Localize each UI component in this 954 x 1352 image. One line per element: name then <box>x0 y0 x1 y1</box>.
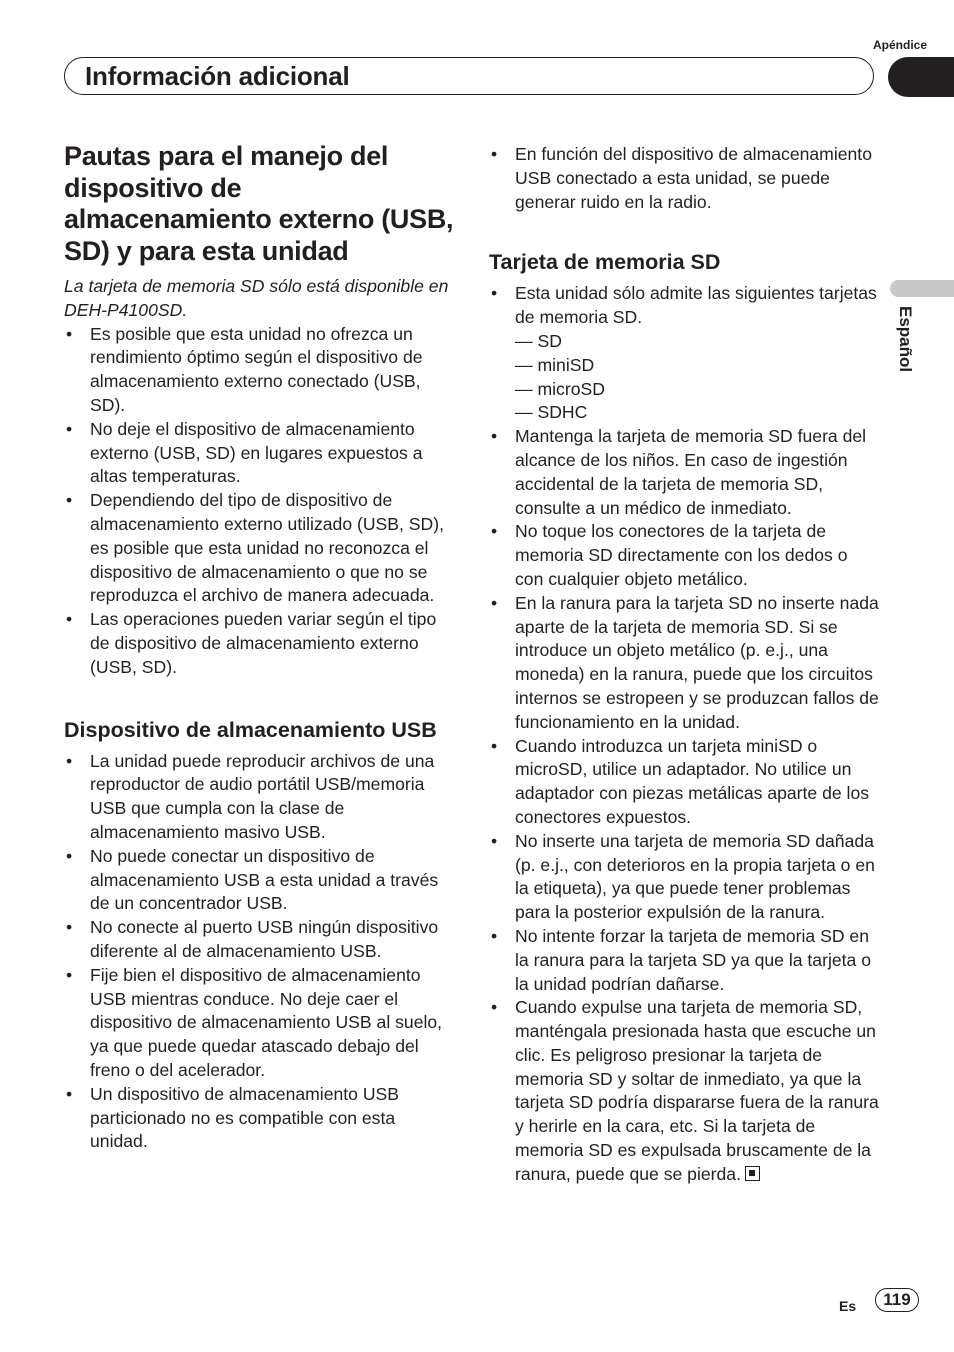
list-item-text: Cuando introduzca un tarjeta miniSD o microSD, utilice un adaptador. No utilice un adaptador con piezas metálicas aparte de los conectores expuestos. <box>515 735 870 827</box>
main-heading: Pautas para el manejo del dispositivo de almacenamiento externo (USB, SD) y para esta unidad <box>64 141 454 266</box>
right-column <box>489 143 879 1187</box>
bullet-dot: • <box>66 750 73 771</box>
sd-type-item: — miniSD <box>515 354 595 375</box>
list-item <box>64 418 454 489</box>
section-tab-marker <box>888 57 954 97</box>
bullet-dot: • <box>491 830 498 851</box>
bullet-dot: • <box>66 490 73 511</box>
language-label: Español <box>896 306 915 373</box>
bullet-dot: • <box>491 144 498 164</box>
end-of-section-icon <box>745 1166 760 1181</box>
sd-type-item: — microSD <box>515 378 605 399</box>
list-item-text: Fije bien el dispositivo de almacenamiento USB mientras conduce. No deje caer el dispositivo de almacenamiento USB al suelo, ya que puede quedar atascado debajo del freno o del acelerador. <box>90 964 443 1080</box>
section-title: Información adicional <box>85 61 350 91</box>
list-item-text: Cuando expulse una tarjeta de memoria SD, manténgala presionada hasta que escuche un clic. Es peligroso presionar la tarjeta de memoria SD y soltar de inmediato, ya que la tarjeta SD podría dispararse fuera de la ranura y herirle en la cara, etc. Si la tarjeta de memoria SD es expulsada bruscamente de la ranura, puede que se pierda. <box>515 997 879 1184</box>
footer-language-code: Es <box>839 1298 857 1314</box>
bullet-dot: • <box>66 418 73 439</box>
list-item <box>489 925 879 996</box>
list-item <box>64 608 454 679</box>
page-number: 119 <box>875 1288 919 1312</box>
list-item-text: No inserte una tarjeta de memoria SD dañada (p. e.j., con deterioros en la propia tarjeta o en la etiqueta), ya que puede tener problemas para la posterior expulsión de la ranura. <box>515 830 875 923</box>
bullet-dot: • <box>491 925 498 946</box>
list-item <box>489 520 879 591</box>
list-item <box>489 425 879 520</box>
list-item-text: Mantenga la tarjeta de memoria SD fuera del alcance de los niños. En caso de ingestión accidental de la tarjeta de memoria SD, consulte a un médico de inmediato. <box>515 426 867 518</box>
list-item <box>64 916 454 964</box>
sd-heading: Tarjeta de memoria SD <box>489 250 721 275</box>
usb-noise-list <box>489 143 879 214</box>
sd-bullet-list <box>489 282 879 1186</box>
list-item-text: Esta unidad sólo admite las siguientes tarjetas de memoria SD. <box>515 283 877 328</box>
bullet-dot: • <box>491 521 498 542</box>
list-item-text: No deje el dispositivo de almacenamiento externo (USB, SD) en lugares expuestos a altas temperaturas. <box>90 418 423 487</box>
list-item-text: No puede conectar un dispositivo de almacenamiento USB a esta unidad a través de un concentrador USB. <box>90 845 439 914</box>
language-tab <box>890 280 954 297</box>
bullet-dot: • <box>66 1083 73 1104</box>
sd-type-item: — SD <box>515 330 562 351</box>
list-item-text: No conecte al puerto USB ningún dispositivo diferente al de almacenamiento USB. <box>90 917 439 961</box>
bullet-dot: • <box>491 592 498 613</box>
list-item <box>64 750 454 845</box>
appendix-label: Apéndice <box>872 38 927 52</box>
bullet-dot: • <box>66 964 73 985</box>
section-header-bar <box>64 57 874 95</box>
list-item-text: No intente forzar la tarjeta de memoria SD en la ranura para la tarjeta SD ya que la tarjeta o la unidad podrían dañarse. <box>515 925 871 994</box>
sd-types-list <box>515 330 879 425</box>
list-item <box>64 964 454 1083</box>
bullet-dot: • <box>491 997 498 1018</box>
list-item <box>489 830 879 925</box>
bullet-dot: • <box>66 917 73 938</box>
bullet-dot: • <box>491 283 498 304</box>
bullet-dot: • <box>66 845 73 866</box>
list-item <box>489 735 879 830</box>
general-bullet-list <box>64 323 454 680</box>
usb-bullet-list <box>64 750 454 1155</box>
bullet-dot: • <box>66 609 73 630</box>
list-item-text: Las operaciones pueden variar según el tipo de dispositivo de almacenamiento externo (USB, SD). <box>90 609 437 677</box>
list-item <box>489 143 879 214</box>
availability-note: La tarjeta de memoria SD sólo está disponible en DEH-P4100SD. <box>64 276 449 320</box>
list-item <box>489 282 879 425</box>
list-item-text: En función del dispositivo de almacenamiento USB conectado a esta unidad, se puede generar ruido en la radio. <box>515 144 872 212</box>
list-item <box>64 1083 454 1154</box>
list-item-text: Es posible que esta unidad no ofrezca un rendimiento óptimo según el dispositivo de almacenamiento externo conectado (USB, SD). <box>90 323 423 415</box>
bullet-dot: • <box>491 426 498 447</box>
list-item <box>489 592 879 735</box>
sd-type-item: — SDHC <box>515 402 588 423</box>
list-item-text: Dependiendo del tipo de dispositivo de almacenamiento externo utilizado (USB, SD), es posible que esta unidad no reconozca el dispositivo de almacenamiento o que no se reproduzca el archivo de manera adecuada. <box>90 490 444 606</box>
list-item-text: En la ranura para la tarjeta SD no inserte nada aparte de la tarjeta de memoria SD. Si se introduce un objeto metálico (p. e.j., una moneda) en la ranura, puede que los circuitos internos se estropeen y se produzcan fallos de funcionamiento en la unidad. <box>515 592 879 732</box>
list-item <box>489 996 879 1186</box>
list-item <box>64 323 454 418</box>
list-item-text: No toque los conectores de la tarjeta de memoria SD directamente con los dedos o con cualquier objeto metálico. <box>515 521 848 589</box>
usb-heading: Dispositivo de almacenamiento USB <box>64 717 437 742</box>
list-item-text: La unidad puede reproducir archivos de una reproductor de audio portátil USB/memoria USB que cumpla con la clase de almacenamiento masivo USB. <box>90 750 435 842</box>
bullet-dot: • <box>66 323 73 344</box>
list-item <box>64 489 454 608</box>
list-item-text: Un dispositivo de almacenamiento USB particionado no es compatible con esta unidad. <box>90 1083 400 1152</box>
list-item <box>64 845 454 916</box>
bullet-dot: • <box>491 735 498 756</box>
left-column <box>64 141 454 1154</box>
